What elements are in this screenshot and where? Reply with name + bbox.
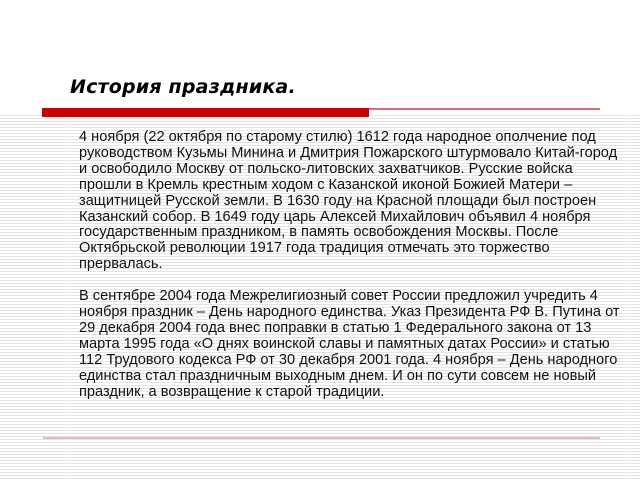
paragraph-modern: В сентябре 2004 года Межрелигиозный совет России предложил учредить 4 ноября праздник – День народного единства. Указ Президента РФ В. Путина от 29 декабря 2004 года внес поправки в статью 1 Федерального закона от 13 марта 1995 года «О днях воинской славы и памятных датах России» и статью 112 Трудового кодекса РФ от 30 декабря 2001 года. 4 ноября – День народного единства стал праздничным выходным днем. И он по сути совсем не новый праздник, а возвращение к старой традиции.	[79, 288, 620, 400]
background-vertical-rule-right	[628, 113, 629, 480]
title-accent-bar	[42, 108, 369, 117]
background-vertical-rule-left	[65, 113, 66, 480]
title-accent-line	[369, 108, 600, 110]
paragraph-history: 4 ноября (22 октября по старому стилю) 1612 года народное ополчение под руководством Кузьмы Минина и Дмитрия Пожарского штурмовало Китай-город и освободило Москву от польско-литовских захватчиков. Русские войска прошли в Кремль крестным ходом с Казанской иконой Божией Матери – защитницей Русской земли. В 1630 году на Красной площади был построен Казанский собор. В 1649 году царь Алексей Михайлович объявил 4 ноября государственным праздником, в память освобождения Москвы. После Октябрьской революции 1917 года традиция отмечать это торжество прервалась.	[79, 129, 618, 273]
footer-divider	[43, 437, 600, 439]
slide-body	[79, 130, 624, 401]
slide-title: История праздника.	[70, 76, 296, 98]
